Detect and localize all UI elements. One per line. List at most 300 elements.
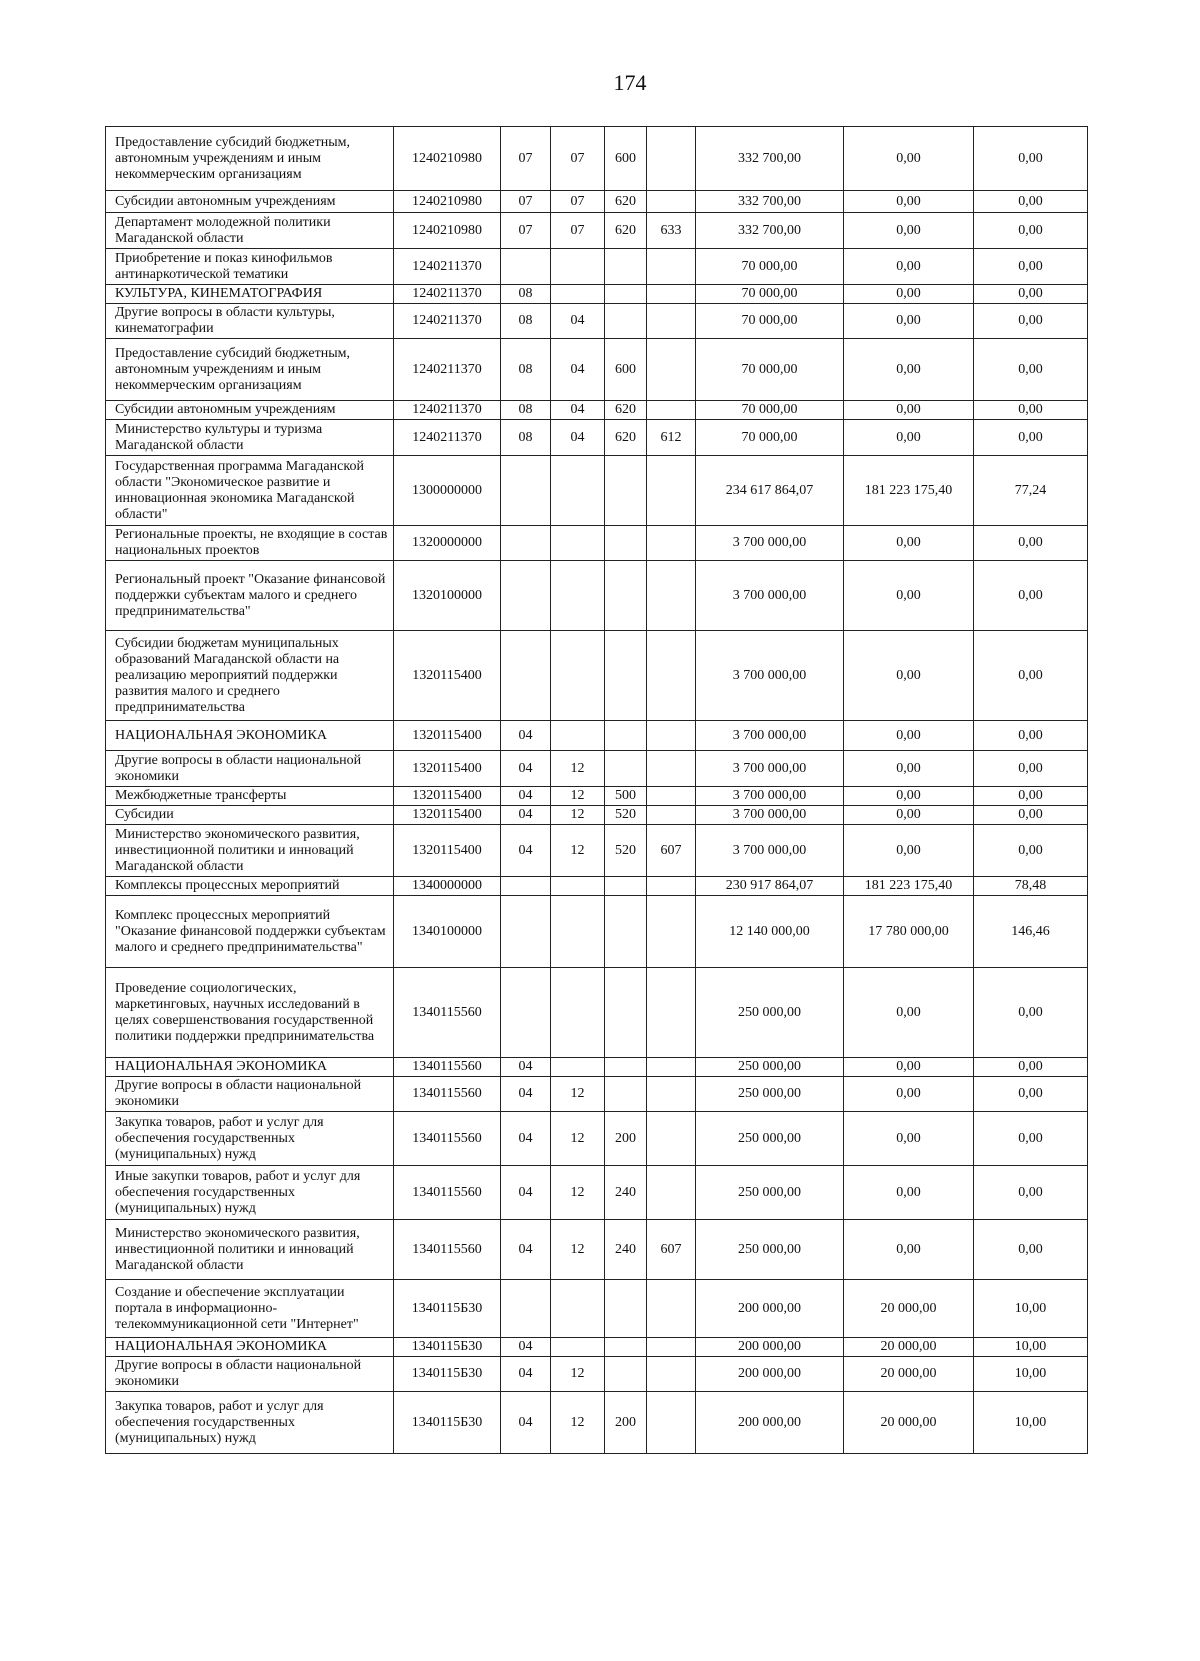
row-target-article: 1240210980 bbox=[394, 127, 501, 191]
row-section: 04 bbox=[501, 806, 551, 825]
table-row bbox=[106, 304, 1088, 339]
table-row bbox=[106, 561, 1088, 631]
row-section bbox=[501, 249, 551, 285]
row-administrator bbox=[647, 631, 696, 721]
row-expense-type bbox=[605, 968, 647, 1058]
row-subsection: 12 bbox=[551, 1357, 605, 1392]
row-name: Региональный проект "Оказание финансовой поддержки субъектам малого и среднего предпринимательства" bbox=[106, 561, 394, 631]
table-row bbox=[106, 721, 1088, 751]
row-administrator bbox=[647, 401, 696, 420]
row-expense-type bbox=[605, 561, 647, 631]
row-section bbox=[501, 968, 551, 1058]
row-expense-type bbox=[605, 1338, 647, 1357]
row-target-article: 1340115560 bbox=[394, 1077, 501, 1112]
row-target-article: 1320100000 bbox=[394, 561, 501, 631]
row-expense-type: 240 bbox=[605, 1220, 647, 1280]
row-administrator bbox=[647, 561, 696, 631]
row-expense-type bbox=[605, 304, 647, 339]
row-section: 04 bbox=[501, 1112, 551, 1166]
row-subsection bbox=[551, 1280, 605, 1338]
row-subsection: 12 bbox=[551, 1392, 605, 1454]
row-plan-amount: 250 000,00 bbox=[696, 1112, 844, 1166]
row-name: Закупка товаров, работ и услуг для обеспечения государственных (муниципальных) нужд bbox=[106, 1112, 394, 1166]
row-executed-amount: 20 000,00 bbox=[844, 1357, 974, 1392]
row-name: Закупка товаров, работ и услуг для обеспечения государственных (муниципальных) нужд bbox=[106, 1392, 394, 1454]
row-executed-amount: 0,00 bbox=[844, 127, 974, 191]
row-execution-percent: 0,00 bbox=[974, 721, 1088, 751]
table-row bbox=[106, 526, 1088, 561]
table-row bbox=[106, 751, 1088, 787]
row-execution-percent: 0,00 bbox=[974, 191, 1088, 213]
row-section bbox=[501, 1280, 551, 1338]
row-execution-percent: 0,00 bbox=[974, 401, 1088, 420]
row-plan-amount: 332 700,00 bbox=[696, 127, 844, 191]
row-administrator: 633 bbox=[647, 213, 696, 249]
budget-table bbox=[105, 126, 1088, 1454]
row-execution-percent: 0,00 bbox=[974, 213, 1088, 249]
row-expense-type bbox=[605, 285, 647, 304]
row-name: Государственная программа Магаданской области "Экономическое развитие и инновационная экономика Магаданской области" bbox=[106, 456, 394, 526]
row-administrator: 612 bbox=[647, 420, 696, 456]
row-expense-type bbox=[605, 1058, 647, 1077]
table-row bbox=[106, 213, 1088, 249]
row-expense-type bbox=[605, 721, 647, 751]
table-row bbox=[106, 420, 1088, 456]
row-subsection: 04 bbox=[551, 420, 605, 456]
row-expense-type: 620 bbox=[605, 401, 647, 420]
row-name: Субсидии автономным учреждениям bbox=[106, 191, 394, 213]
row-execution-percent: 0,00 bbox=[974, 526, 1088, 561]
row-name: Региональные проекты, не входящие в состав национальных проектов bbox=[106, 526, 394, 561]
row-executed-amount: 0,00 bbox=[844, 420, 974, 456]
table-row bbox=[106, 806, 1088, 825]
row-target-article: 1320115400 bbox=[394, 787, 501, 806]
row-section: 04 bbox=[501, 721, 551, 751]
row-name: НАЦИОНАЛЬНАЯ ЭКОНОМИКА bbox=[106, 1338, 394, 1357]
table-row bbox=[106, 1077, 1088, 1112]
row-target-article: 1340115Б30 bbox=[394, 1357, 501, 1392]
row-subsection bbox=[551, 1058, 605, 1077]
row-execution-percent: 0,00 bbox=[974, 806, 1088, 825]
row-name: Приобретение и показ кинофильмов антинаркотической тематики bbox=[106, 249, 394, 285]
table-row bbox=[106, 249, 1088, 285]
row-subsection: 07 bbox=[551, 213, 605, 249]
table-body bbox=[106, 127, 1088, 1454]
row-subsection: 04 bbox=[551, 401, 605, 420]
row-execution-percent: 10,00 bbox=[974, 1357, 1088, 1392]
row-subsection bbox=[551, 249, 605, 285]
row-executed-amount: 0,00 bbox=[844, 1112, 974, 1166]
row-plan-amount: 200 000,00 bbox=[696, 1280, 844, 1338]
table-row bbox=[106, 1338, 1088, 1357]
row-expense-type: 200 bbox=[605, 1112, 647, 1166]
row-expense-type: 240 bbox=[605, 1166, 647, 1220]
row-execution-percent: 0,00 bbox=[974, 304, 1088, 339]
row-target-article: 1340100000 bbox=[394, 896, 501, 968]
row-expense-type bbox=[605, 1357, 647, 1392]
row-target-article: 1320115400 bbox=[394, 751, 501, 787]
row-target-article: 1320000000 bbox=[394, 526, 501, 561]
row-execution-percent: 0,00 bbox=[974, 420, 1088, 456]
row-plan-amount: 3 700 000,00 bbox=[696, 631, 844, 721]
row-execution-percent: 0,00 bbox=[974, 285, 1088, 304]
row-target-article: 1240211370 bbox=[394, 420, 501, 456]
row-section: 04 bbox=[501, 1220, 551, 1280]
row-subsection bbox=[551, 877, 605, 896]
row-executed-amount: 20 000,00 bbox=[844, 1280, 974, 1338]
table-row bbox=[106, 968, 1088, 1058]
row-execution-percent: 0,00 bbox=[974, 1112, 1088, 1166]
row-name: Предоставление субсидий бюджетным, автономным учреждениям и иным некоммерческим организациям bbox=[106, 127, 394, 191]
row-section: 04 bbox=[501, 825, 551, 877]
row-target-article: 1340000000 bbox=[394, 877, 501, 896]
row-plan-amount: 3 700 000,00 bbox=[696, 721, 844, 751]
row-subsection: 04 bbox=[551, 339, 605, 401]
table-row bbox=[106, 1357, 1088, 1392]
row-name: КУЛЬТУРА, КИНЕМАТОГРАФИЯ bbox=[106, 285, 394, 304]
row-subsection: 12 bbox=[551, 1166, 605, 1220]
row-administrator bbox=[647, 1077, 696, 1112]
row-expense-type bbox=[605, 526, 647, 561]
row-name: НАЦИОНАЛЬНАЯ ЭКОНОМИКА bbox=[106, 721, 394, 751]
row-administrator bbox=[647, 1392, 696, 1454]
row-section: 08 bbox=[501, 304, 551, 339]
row-expense-type: 620 bbox=[605, 420, 647, 456]
row-name: Субсидии bbox=[106, 806, 394, 825]
row-section: 08 bbox=[501, 285, 551, 304]
row-target-article: 1240211370 bbox=[394, 401, 501, 420]
row-subsection: 07 bbox=[551, 191, 605, 213]
table-row bbox=[106, 787, 1088, 806]
row-administrator: 607 bbox=[647, 1220, 696, 1280]
table-row bbox=[106, 191, 1088, 213]
row-executed-amount: 0,00 bbox=[844, 1058, 974, 1077]
table-row bbox=[106, 285, 1088, 304]
row-section: 04 bbox=[501, 1058, 551, 1077]
row-subsection bbox=[551, 561, 605, 631]
row-execution-percent: 0,00 bbox=[974, 787, 1088, 806]
row-executed-amount: 181 223 175,40 bbox=[844, 877, 974, 896]
table-row bbox=[106, 825, 1088, 877]
row-plan-amount: 12 140 000,00 bbox=[696, 896, 844, 968]
row-executed-amount: 0,00 bbox=[844, 806, 974, 825]
row-section: 04 bbox=[501, 1357, 551, 1392]
row-name: Проведение социологических, маркетинговых, научных исследований в целях совершенствования государственной политики поддержки предпринимательства bbox=[106, 968, 394, 1058]
row-target-article: 1320115400 bbox=[394, 806, 501, 825]
row-subsection bbox=[551, 631, 605, 721]
row-expense-type: 620 bbox=[605, 191, 647, 213]
row-administrator bbox=[647, 896, 696, 968]
row-execution-percent: 0,00 bbox=[974, 1166, 1088, 1220]
row-name: Предоставление субсидий бюджетным, автономным учреждениям и иным некоммерческим организациям bbox=[106, 339, 394, 401]
row-administrator bbox=[647, 285, 696, 304]
row-expense-type: 500 bbox=[605, 787, 647, 806]
row-administrator bbox=[647, 968, 696, 1058]
row-target-article: 1300000000 bbox=[394, 456, 501, 526]
row-plan-amount: 3 700 000,00 bbox=[696, 526, 844, 561]
row-execution-percent: 0,00 bbox=[974, 249, 1088, 285]
row-plan-amount: 3 700 000,00 bbox=[696, 561, 844, 631]
row-administrator bbox=[647, 191, 696, 213]
table-row bbox=[106, 631, 1088, 721]
row-section: 04 bbox=[501, 1077, 551, 1112]
row-section bbox=[501, 526, 551, 561]
row-expense-type: 620 bbox=[605, 213, 647, 249]
row-section: 07 bbox=[501, 191, 551, 213]
row-subsection: 07 bbox=[551, 127, 605, 191]
row-execution-percent: 0,00 bbox=[974, 1077, 1088, 1112]
row-subsection: 04 bbox=[551, 304, 605, 339]
row-section: 07 bbox=[501, 127, 551, 191]
row-section: 07 bbox=[501, 213, 551, 249]
row-execution-percent: 0,00 bbox=[974, 561, 1088, 631]
row-target-article: 1240211370 bbox=[394, 285, 501, 304]
row-name: Другие вопросы в области культуры, кинематографии bbox=[106, 304, 394, 339]
row-executed-amount: 0,00 bbox=[844, 401, 974, 420]
row-expense-type: 600 bbox=[605, 127, 647, 191]
row-expense-type: 200 bbox=[605, 1392, 647, 1454]
row-administrator bbox=[647, 1338, 696, 1357]
row-executed-amount: 20 000,00 bbox=[844, 1392, 974, 1454]
row-subsection bbox=[551, 896, 605, 968]
table-row bbox=[106, 1392, 1088, 1454]
row-executed-amount: 0,00 bbox=[844, 1077, 974, 1112]
table-row bbox=[106, 896, 1088, 968]
row-name: Субсидии автономным учреждениям bbox=[106, 401, 394, 420]
row-plan-amount: 200 000,00 bbox=[696, 1392, 844, 1454]
row-executed-amount: 0,00 bbox=[844, 968, 974, 1058]
row-expense-type bbox=[605, 877, 647, 896]
row-target-article: 1320115400 bbox=[394, 631, 501, 721]
row-plan-amount: 332 700,00 bbox=[696, 191, 844, 213]
row-target-article: 1340115Б30 bbox=[394, 1338, 501, 1357]
row-target-article: 1240211370 bbox=[394, 339, 501, 401]
row-subsection: 12 bbox=[551, 787, 605, 806]
row-plan-amount: 234 617 864,07 bbox=[696, 456, 844, 526]
row-execution-percent: 78,48 bbox=[974, 877, 1088, 896]
row-plan-amount: 3 700 000,00 bbox=[696, 751, 844, 787]
row-target-article: 1340115560 bbox=[394, 1112, 501, 1166]
row-plan-amount: 3 700 000,00 bbox=[696, 787, 844, 806]
row-target-article: 1240210980 bbox=[394, 213, 501, 249]
row-subsection: 12 bbox=[551, 751, 605, 787]
row-administrator bbox=[647, 526, 696, 561]
row-execution-percent: 0,00 bbox=[974, 825, 1088, 877]
row-name: Комплекс процессных мероприятий "Оказание финансовой поддержки субъектам малого и среднего предпринимательства" bbox=[106, 896, 394, 968]
row-execution-percent: 10,00 bbox=[974, 1280, 1088, 1338]
row-executed-amount: 0,00 bbox=[844, 191, 974, 213]
row-target-article: 1340115Б30 bbox=[394, 1280, 501, 1338]
row-expense-type bbox=[605, 751, 647, 787]
row-section: 08 bbox=[501, 420, 551, 456]
row-section: 08 bbox=[501, 401, 551, 420]
row-name: НАЦИОНАЛЬНАЯ ЭКОНОМИКА bbox=[106, 1058, 394, 1077]
row-name: Создание и обеспечение эксплуатации портала в информационно-телекоммуникационной сети "Интернет" bbox=[106, 1280, 394, 1338]
row-target-article: 1320115400 bbox=[394, 825, 501, 877]
row-administrator bbox=[647, 339, 696, 401]
row-subsection bbox=[551, 1338, 605, 1357]
row-administrator bbox=[647, 1166, 696, 1220]
row-section: 08 bbox=[501, 339, 551, 401]
row-subsection bbox=[551, 285, 605, 304]
row-plan-amount: 70 000,00 bbox=[696, 339, 844, 401]
row-executed-amount: 0,00 bbox=[844, 1166, 974, 1220]
row-section bbox=[501, 631, 551, 721]
row-execution-percent: 0,00 bbox=[974, 127, 1088, 191]
row-subsection: 12 bbox=[551, 806, 605, 825]
row-executed-amount: 0,00 bbox=[844, 285, 974, 304]
row-section: 04 bbox=[501, 1392, 551, 1454]
row-name: Иные закупки товаров, работ и услуг для обеспечения государственных (муниципальных) нужд bbox=[106, 1166, 394, 1220]
row-execution-percent: 77,24 bbox=[974, 456, 1088, 526]
row-executed-amount: 0,00 bbox=[844, 304, 974, 339]
row-plan-amount: 3 700 000,00 bbox=[696, 806, 844, 825]
row-executed-amount: 0,00 bbox=[844, 751, 974, 787]
row-executed-amount: 0,00 bbox=[844, 825, 974, 877]
table-row bbox=[106, 1112, 1088, 1166]
row-subsection: 12 bbox=[551, 1077, 605, 1112]
row-executed-amount: 181 223 175,40 bbox=[844, 456, 974, 526]
row-target-article: 1340115Б30 bbox=[394, 1392, 501, 1454]
row-name: Другие вопросы в области национальной экономики bbox=[106, 1077, 394, 1112]
row-section: 04 bbox=[501, 787, 551, 806]
row-expense-type: 520 bbox=[605, 825, 647, 877]
row-plan-amount: 70 000,00 bbox=[696, 249, 844, 285]
row-expense-type bbox=[605, 249, 647, 285]
row-administrator bbox=[647, 751, 696, 787]
table-row bbox=[106, 877, 1088, 896]
row-plan-amount: 70 000,00 bbox=[696, 401, 844, 420]
row-section bbox=[501, 877, 551, 896]
row-name: Министерство культуры и туризма Магаданской области bbox=[106, 420, 394, 456]
row-executed-amount: 0,00 bbox=[844, 526, 974, 561]
row-expense-type bbox=[605, 1077, 647, 1112]
table-row bbox=[106, 1220, 1088, 1280]
table-row bbox=[106, 339, 1088, 401]
row-subsection bbox=[551, 456, 605, 526]
row-administrator bbox=[647, 127, 696, 191]
row-administrator bbox=[647, 304, 696, 339]
row-administrator bbox=[647, 1280, 696, 1338]
table-row bbox=[106, 1280, 1088, 1338]
row-executed-amount: 0,00 bbox=[844, 721, 974, 751]
table-row bbox=[106, 401, 1088, 420]
row-name: Другие вопросы в области национальной экономики bbox=[106, 751, 394, 787]
row-subsection: 12 bbox=[551, 825, 605, 877]
row-expense-type bbox=[605, 1280, 647, 1338]
table-row bbox=[106, 1058, 1088, 1077]
row-plan-amount: 200 000,00 bbox=[696, 1357, 844, 1392]
row-execution-percent: 10,00 bbox=[974, 1392, 1088, 1454]
row-plan-amount: 230 917 864,07 bbox=[696, 877, 844, 896]
row-executed-amount: 0,00 bbox=[844, 1220, 974, 1280]
row-administrator bbox=[647, 787, 696, 806]
row-target-article: 1320115400 bbox=[394, 721, 501, 751]
row-target-article: 1240211370 bbox=[394, 249, 501, 285]
table-row bbox=[106, 1166, 1088, 1220]
row-plan-amount: 70 000,00 bbox=[696, 285, 844, 304]
row-subsection bbox=[551, 721, 605, 751]
row-administrator: 607 bbox=[647, 825, 696, 877]
row-plan-amount: 250 000,00 bbox=[696, 1077, 844, 1112]
row-section bbox=[501, 896, 551, 968]
row-expense-type: 600 bbox=[605, 339, 647, 401]
row-plan-amount: 3 700 000,00 bbox=[696, 825, 844, 877]
row-target-article: 1340115560 bbox=[394, 1058, 501, 1077]
row-plan-amount: 332 700,00 bbox=[696, 213, 844, 249]
row-executed-amount: 0,00 bbox=[844, 561, 974, 631]
row-target-article: 1340115560 bbox=[394, 1166, 501, 1220]
row-section: 04 bbox=[501, 1166, 551, 1220]
row-name: Министерство экономического развития, инвестиционной политики и инноваций Магаданской области bbox=[106, 825, 394, 877]
row-target-article: 1240210980 bbox=[394, 191, 501, 213]
row-executed-amount: 0,00 bbox=[844, 631, 974, 721]
row-name: Субсидии бюджетам муниципальных образований Магаданской области на реализацию мероприятий поддержки развития малого и среднего предпринимательства bbox=[106, 631, 394, 721]
row-execution-percent: 0,00 bbox=[974, 339, 1088, 401]
row-name: Другие вопросы в области национальной экономики bbox=[106, 1357, 394, 1392]
row-plan-amount: 250 000,00 bbox=[696, 968, 844, 1058]
row-plan-amount: 250 000,00 bbox=[696, 1220, 844, 1280]
row-administrator bbox=[647, 721, 696, 751]
row-execution-percent: 0,00 bbox=[974, 1220, 1088, 1280]
table-row bbox=[106, 127, 1088, 191]
row-executed-amount: 20 000,00 bbox=[844, 1338, 974, 1357]
row-plan-amount: 70 000,00 bbox=[696, 304, 844, 339]
row-section bbox=[501, 456, 551, 526]
row-subsection: 12 bbox=[551, 1112, 605, 1166]
row-plan-amount: 250 000,00 bbox=[696, 1058, 844, 1077]
row-execution-percent: 146,46 bbox=[974, 896, 1088, 968]
row-plan-amount: 200 000,00 bbox=[696, 1338, 844, 1357]
row-expense-type bbox=[605, 896, 647, 968]
row-section: 04 bbox=[501, 1338, 551, 1357]
row-expense-type bbox=[605, 456, 647, 526]
row-subsection bbox=[551, 526, 605, 561]
row-target-article: 1340115560 bbox=[394, 968, 501, 1058]
row-administrator bbox=[647, 1058, 696, 1077]
row-name: Межбюджетные трансферты bbox=[106, 787, 394, 806]
row-executed-amount: 17 780 000,00 bbox=[844, 896, 974, 968]
table-row bbox=[106, 456, 1088, 526]
row-expense-type: 520 bbox=[605, 806, 647, 825]
row-administrator bbox=[647, 1357, 696, 1392]
row-execution-percent: 0,00 bbox=[974, 1058, 1088, 1077]
row-execution-percent: 10,00 bbox=[974, 1338, 1088, 1357]
row-executed-amount: 0,00 bbox=[844, 213, 974, 249]
row-executed-amount: 0,00 bbox=[844, 339, 974, 401]
row-executed-amount: 0,00 bbox=[844, 787, 974, 806]
row-section: 04 bbox=[501, 751, 551, 787]
row-subsection: 12 bbox=[551, 1220, 605, 1280]
row-target-article: 1340115560 bbox=[394, 1220, 501, 1280]
row-administrator bbox=[647, 249, 696, 285]
row-plan-amount: 70 000,00 bbox=[696, 420, 844, 456]
row-name: Департамент молодежной политики Магаданской области bbox=[106, 213, 394, 249]
row-subsection bbox=[551, 968, 605, 1058]
row-expense-type bbox=[605, 631, 647, 721]
page-number: 174 bbox=[613, 70, 647, 95]
row-executed-amount: 0,00 bbox=[844, 249, 974, 285]
row-administrator bbox=[647, 456, 696, 526]
row-target-article: 1240211370 bbox=[394, 304, 501, 339]
row-administrator bbox=[647, 1112, 696, 1166]
row-administrator bbox=[647, 877, 696, 896]
row-administrator bbox=[647, 806, 696, 825]
row-name: Комплексы процессных мероприятий bbox=[106, 877, 394, 896]
row-name: Министерство экономического развития, инвестиционной политики и инноваций Магаданской области bbox=[106, 1220, 394, 1280]
row-execution-percent: 0,00 bbox=[974, 751, 1088, 787]
row-section bbox=[501, 561, 551, 631]
